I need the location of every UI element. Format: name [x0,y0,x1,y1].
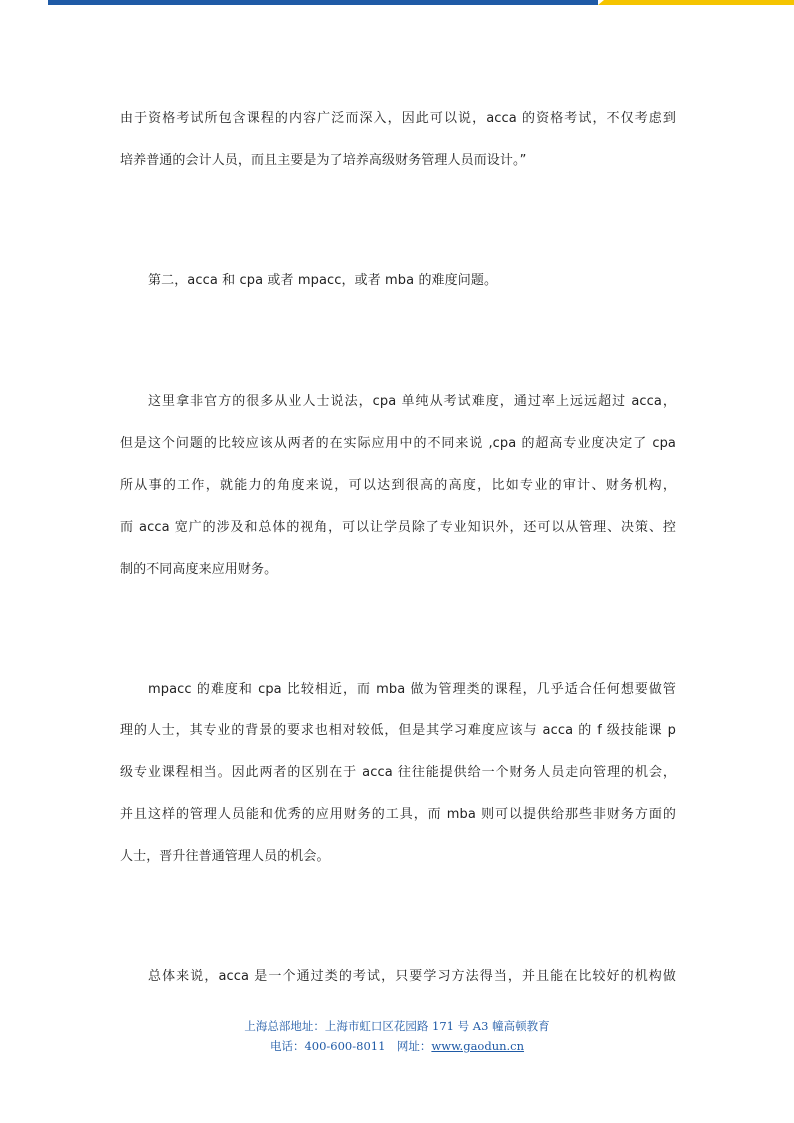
paragraph-5-line-1: 总体来说，acca 是一个通过类的考试，只要学习方法得当，并且能在比较好的机构做 [148,969,676,984]
paragraph-4-line-2: 理的人士，其专业的背景的要求也相对较低，但是其学习难度应该与 acca 的 f 级技能课 p [120,723,676,738]
top-bar-yellow-segment [598,0,794,5]
paragraph-3-line-4: 而 acca 宽广的涉及和总体的视角，可以让学员除了专业知识外，还可以从管理、决策、控 [120,520,676,535]
paragraph-3-line-5: 制的不同高度来应用财务。 [120,562,278,577]
footer-website-link[interactable]: www.gaodun.cn [431,1039,525,1053]
footer-address: 上海总部地址：上海市虹口区花园路 171 号 A3 幢高顿教育 [244,1019,550,1033]
paragraph-3-line-1: 这里拿非官方的很多从业人士说法，cpa 单纯从考试难度，通过率上远远超过 acca， [148,394,676,409]
top-bar-blue-segment [48,0,598,5]
paragraph-4-line-3: 级专业课程相当。因此两者的区别在于 acca 往往能提供给一个财务人员走向管理的机会， [120,765,676,780]
top-decorative-bar [0,0,794,6]
paragraph-3-line-2: 但是这个问题的比较应该从两者的在实际应用中的不同来说 ,cpa 的超高专业度决定了 cpa [120,436,676,451]
paragraph-4-line-1: mpacc 的难度和 cpa 比较相近，而 mba 做为管理类的课程，几乎适合任何想要做管 [148,682,676,697]
footer-contact [0,1039,794,1053]
paragraph-2-line-1: 第二，acca 和 cpa 或者 mpacc，或者 mba 的难度问题。 [148,273,498,288]
paragraph-1-line-1: 由于资格考试所包含课程的内容广泛而深入，因此可以说，acca 的资格考试，不仅考虑到 [120,111,676,126]
paragraph-3-line-3: 所从事的工作，就能力的角度来说，可以达到很高的高度，比如专业的审计、财务机构， [120,478,676,493]
paragraph-4-line-5: 人士，晋升往普通管理人员的机会。 [120,849,330,864]
footer-phone: 电话：400-600-8011 网址： [269,1039,432,1053]
paragraph-1-line-2: 培养普通的会计人员，而且主要是为了培养高级财务管理人员而设计。” [120,153,527,168]
paragraph-4-line-4: 并且这样的管理人员能和优秀的应用财务的工具，而 mba 则可以提供给那些非财务方面的 [120,807,676,822]
